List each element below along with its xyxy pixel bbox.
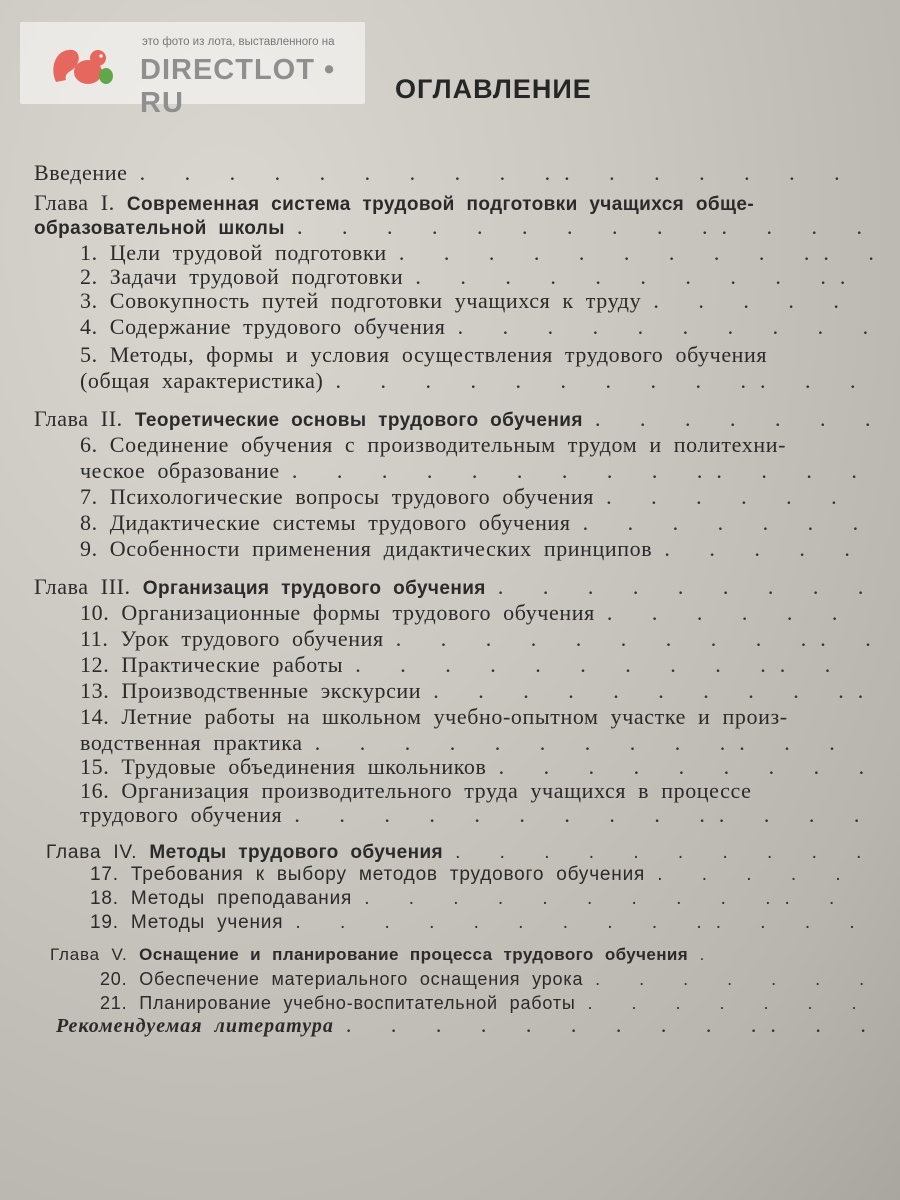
toc-chapter-2: Глава II. Теоретические основы трудового обучения . . . . . . . — [34, 406, 885, 431]
toc-section-18: 18. Методы преподавания . . . . . . . . . .. . — [90, 888, 849, 909]
toc-literature: Рекомендуемая литература . . . . . . . . . .. . . — [56, 1012, 880, 1037]
watermark — [20, 22, 365, 119]
toc-section-20: 20. Обеспечение материального оснащения урока . . . . . . . — [100, 969, 879, 989]
toc-section-9: 9. Особенности применения дидактических принципов . . . . . — [80, 536, 864, 561]
toc-chapter-3: Глава III. Организация трудового обучения . . . . . . . . . — [34, 574, 878, 599]
toc-section-5: 5. Методы, формы и условия осуществления трудового обучения — [80, 342, 768, 367]
toc-section-6: 6. Соединение обучения с производительным трудом и политехни- — [80, 432, 786, 457]
toc-entry-intro: Введение . . . . . . . . . .. . . . . . . — [34, 160, 854, 185]
toc-section-15: 15. Трудовые объединения школьников . . . . . . . . . — [80, 754, 879, 779]
toc-chapter-1-cont: образовательной школы . . . . . . . . . .. . . . — [34, 214, 877, 239]
watermark-caption: это фото из лота, выставленного на — [142, 36, 335, 48]
page-title: ОГЛАВЛЕНИЕ — [395, 74, 592, 104]
toc-chapter-4: Глава IV. Методы трудового обучения . . . . . . . . . . — [46, 842, 876, 863]
toc-section-7: 7. Психологические вопросы трудового обучения . . . . . . — [80, 484, 851, 509]
toc-section-13: 13. Производственные экскурсии . . . . . . . . . .. — [80, 678, 878, 703]
toc-section-3: 3. Совокупность путей подготовки учащихся к труду . . . . . — [80, 288, 853, 313]
toc-section-19: 19. Методы учения . . . . . . . . . .. . . . — [90, 912, 869, 933]
toc-section-14-cont: водственная практика . . . . . . . . . .. . . — [80, 730, 849, 755]
toc-section-6-cont: ческое образование . . . . . . . . . .. . . . — [80, 458, 871, 483]
toc-section-8: 8. Дидактические системы трудового обучения . . . . . . . — [80, 510, 873, 535]
toc-chapter-5: Глава V. Оснащение и планирование процесса трудового обучения . — [50, 945, 719, 964]
toc-section-11: 11. Урок трудового обучения . . . . . . . . . .. . — [80, 626, 885, 651]
toc-section-14: 14. Летние работы на школьном учебно-опытном участке и произ- — [80, 704, 788, 729]
toc-section-4: 4. Содержание трудового обучения . . . . . . . . . . — [80, 314, 883, 339]
toc-section-2: 2. Задачи трудовой подготовки . . . . . . . . . .. — [80, 264, 860, 289]
toc-section-12: 12. Практические работы . . . . . . . . . .. . — [80, 652, 845, 677]
toc-section-10: 10. Организационные формы трудового обучения . . . . . . — [80, 600, 852, 625]
watermark-brand: DIRECTLOT • RU — [140, 54, 336, 119]
toc-section-21: 21. Планирование учебно-воспитательной работы . . . . . . . — [100, 993, 871, 1013]
toc-section-16: 16. Организация производительного труда учащихся в процессе — [80, 778, 752, 803]
toc-chapter-1: Глава I. Современная система трудовой подготовки учащихся обще- — [34, 190, 755, 215]
toc-section-1: 1. Цели трудовой подготовки . . . . . . . . . .. . — [80, 240, 888, 265]
toc-section-5-cont: (общая характеристика) . . . . . . . . . .. . . — [80, 368, 870, 393]
toc-section-17: 17. Требования к выбору методов трудового обучения . . . . . — [90, 864, 855, 885]
toc-section-16-cont: трудового обучения . . . . . . . . . .. . . . — [80, 802, 874, 827]
squirrel-icon — [48, 42, 114, 90]
